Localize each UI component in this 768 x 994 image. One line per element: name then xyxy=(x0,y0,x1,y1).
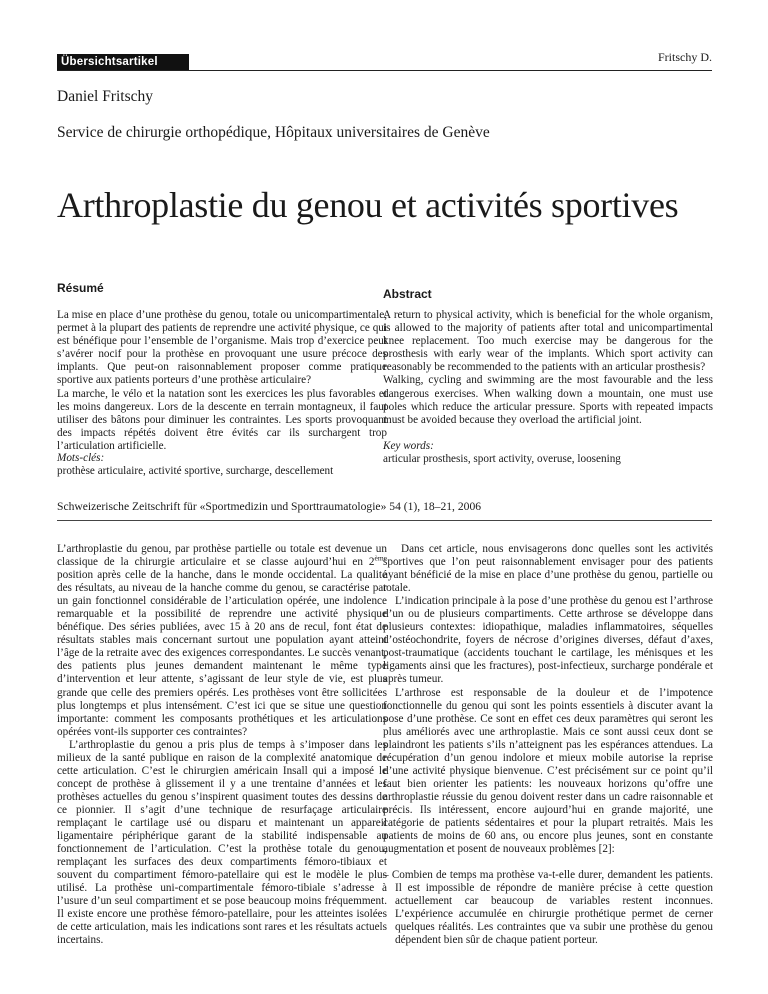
resume-heading: Résumé xyxy=(57,281,104,295)
journal-citation: Schweizerische Zeitschrift für «Sportmedizin und Sporttraumatologie» 54 (1), 18–21, 2006 xyxy=(57,500,482,513)
running-head: Fritschy D. xyxy=(658,50,712,64)
abstract-keywords-label: Key words: xyxy=(383,440,434,452)
body-paragraph: L’arthrose est responsable de la douleur et de l’impotence fonctionnelle du genou qui sont les points essentiels à discuter avant la pose d’une prothèse. Ce sont en effet ces deux paramètres qui seront les plus améliorés avec une arthroplastie. Mais ce sont aussi ceux dont se plaindront les patients s’ils n’atteignent pas les espérances attendues. La récupération d’un genou indolore et mieux mobile autorise la reprise d’une activité physique bienvenue. C’est précisément sur ce point qu’il faut bien orienter les patients: les nouveaux horizons qu’offre une arthroplastie réussie du genou doivent rester dans un cadre raisonnable et précis. Ils intéressent, encore aujourd’hui en grande majorité, une catégorie de patients sédentaires et pour la plupart retraités. Mais les patients de moins de 60 ans, ou encore plus jeunes, sont en constante augmentation et posent de nouveaux problèmes [2]: xyxy=(383,686,713,856)
resume-paragraph: La mise en place d’une prothèse du genou, totale ou unicompartimentale, permet à la plupart des patients de reprendre une activité physique, ce qui est bénéfique pour l’ensemble de l’organisme. Mais trop d’exercice peut s’avérer nocif pour la prothèse en provoquant une usure précoce des implants. Que peut-on raisonnablement proposer comme pratique sportive aux patients porteurs d’une prothèse articulaire? xyxy=(57,309,387,387)
resume-keywords-label: Mots-clés: xyxy=(57,452,105,464)
body-column-right xyxy=(383,543,713,947)
abstract-keywords-list: articular prosthesis, sport activity, overuse, loosening xyxy=(383,453,621,466)
resume-text xyxy=(57,309,387,453)
body-list-item: – Combien de temps ma prothèse va-t-elle durer, demandent les patients. Il est impossible de répondre de manière précise à cette question actuellement car beaucoup de variables restent inconnues. L’expérience accumulée en chirurgie prothétique permet de cerner quelques réalités. Les contraintes que va subir une prothèse du genou dépendent bien sûr de chaque patient porteur. xyxy=(383,869,713,947)
resume-keywords-list: prothèse articulaire, activité sportive, surcharge, descellement xyxy=(57,465,334,478)
resume-paragraph: La marche, le vélo et la natation sont les exercices les plus favorables et les moins dangereux. Lors de la descente en terrain montagneux, il faut utiliser des bâtons pour diminuer les contraintes. Les sports provoquant des impacts répétés doivent être évités car ils surchargent trop l’articulation artificielle. xyxy=(57,387,387,452)
article-title: Arthroplastie du genou et activités sportives xyxy=(57,185,679,225)
resume-keywords xyxy=(57,452,387,478)
section-badge: Übersichtsartikel xyxy=(57,54,189,71)
abstract-paragraph: Walking, cycling and swimming are the most favourable and the less dangerous exercises. When walking down a mountain, one must use poles which reduce the articular pressure. Sports with repeated impacts must be avoided because they overload the artificial joint. xyxy=(383,374,713,426)
body-paragraph: L’indication principale à la pose d’une prothèse du genou est l’arthrose d’un ou de plusieurs compartiments. Cette arthrose se développe dans plusieurs contextes: idiopathique, maladies inflammatoires, séquelles d’ostéochondrite, foyers de nécrose d’origines diverses, défaut d’axes, post-traumatique (accidents touchant le cartilage, les ménisques et les ligaments ainsi que les fractures), post-infectieux, surcharge pondérale et après tumeur. xyxy=(383,595,713,686)
abstract-text xyxy=(383,309,713,427)
body-paragraph: L’arthroplastie du genou a pris plus de temps à s’imposer dans les milieux de la santé publique en raison de la complexité anatomique de cette articulation. C’est le chirurgien américain Insall qui a imposé le concept de prothèse à glissement il y a une trentaine d’années et les prothèses actuelles du genou s’inspirent quasiment toutes des dessins de ce pionnier. Il s’agit d’une technique de resurfaçage articulaire remplaçant le cartilage usé ou disparu et maintenant un appareil ligamentaire périphérique garant de la stabilité indispensable au fonctionnement de l’articulation. C’est la prothèse totale du genou, remplaçant les surfaces des deux compartiments fémoro-tibiaux et souvent du compartiment fémoro-patellaire qui est le modèle le plus utilisé. La prothèse uni-compartimentale fémoro-tibiale s’adresse à l’usure d’un seul compartiment et se pose beaucoup moins fréquemment. Il existe encore une prothèse fémoro-patellaire, pour les atteintes isolées de cette articulation, mais les indications sont rares et les résultats actuels incertains. xyxy=(57,738,387,947)
body-column-left xyxy=(57,543,387,947)
citation-rule xyxy=(57,520,712,521)
abstract-heading: Abstract xyxy=(383,287,432,301)
body-paragraph: L’arthroplastie du genou, par prothèse partielle ou totale est devenue un classique de la chirurgie articulaire et se classe aujourd’hui en 2ème position après celle de la hanche, dans le monde occidental. La qualité des résultats, au niveau de la hanche comme du genou, se caractérise par un gain fonctionnel considérable de l’articulation opérée, une indolence remarquable et la possibilité de reprendre une activité physique bénéfique. Des séries publiées, avec 15 à 20 ans de recul, font état de résultats stables mais concernant surtout une population ayant atteint l’âge de la retraite avec des exigences correspondantes. Le succès venant, des patients plus jeunes demandent maintenant le même type d’intervention et leur attente, s’agissant de leur style de vie, est plus grande que celle des premiers opérés. Les prothèses vont être sollicitées plus longtemps et plus intensément. C’est ici que se situe une question importante: comment les composants prothétiques et les articulations opérées vont-ils supporter ces contraintes? xyxy=(57,543,387,738)
body-paragraph: Dans cet article, nous envisagerons donc quelles sont les activités sportives que l’on peut raisonnablement envisager pour des patients ayant bénéficié de la mise en place d’une prothèse du genou, partielle ou totale. xyxy=(383,543,713,595)
abstract-paragraph: A return to physical activity, which is beneficial for the whole organism, is allowed to the majority of patients after total and unicompartimental knee replacement. Too much exercise may be dangerous for the prosthesis with early wear of the implants. Which sport activity can reasonably be recommended to the patients with an articular prosthesis? xyxy=(383,309,713,374)
header-rule xyxy=(57,70,712,71)
abstract-keywords xyxy=(383,440,713,466)
author: Daniel Fritschy xyxy=(57,88,153,105)
affiliation: Service de chirurgie orthopédique, Hôpitaux universitaires de Genève xyxy=(57,124,490,141)
